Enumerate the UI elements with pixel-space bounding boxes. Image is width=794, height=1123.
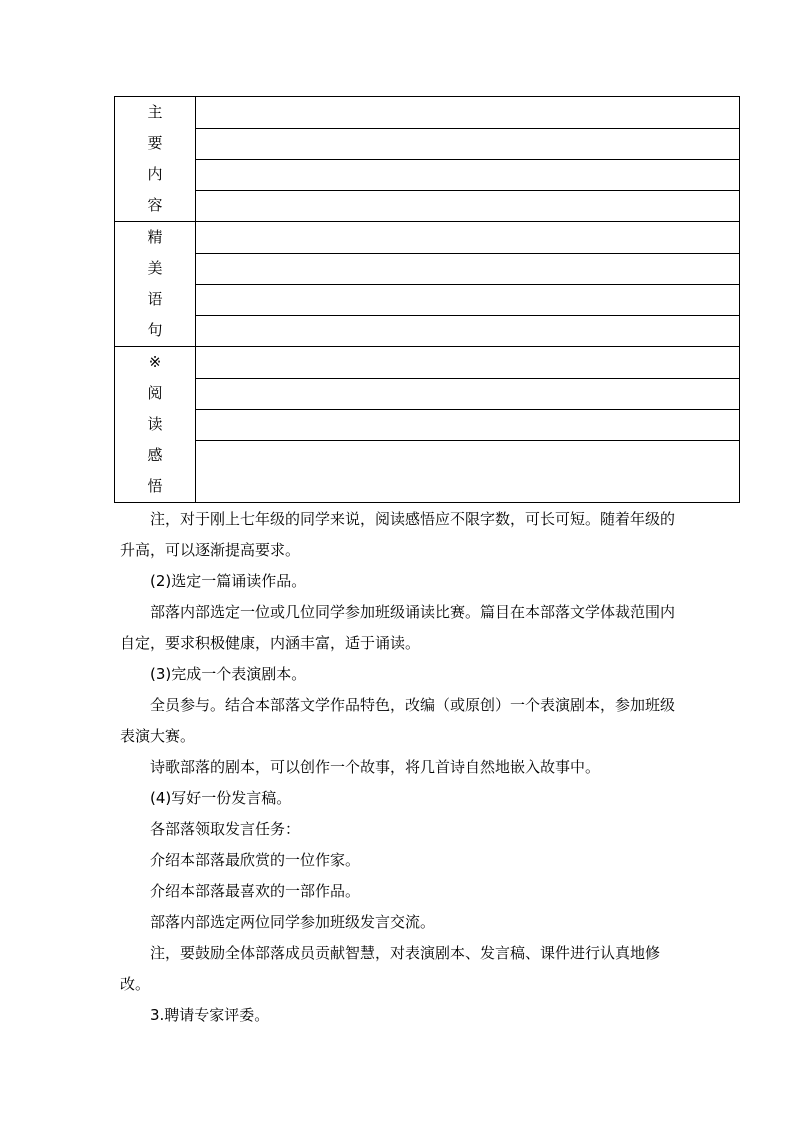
worksheet-section [115, 97, 739, 221]
paragraph: 部落内部选定一位或几位同学参加班级诵读比赛。篇目在本部落文学体裁范围内自定，要求积极健康，内涵丰富，适于诵读。 [120, 603, 676, 652]
writing-line[interactable] [196, 284, 739, 315]
writing-line[interactable] [196, 97, 739, 128]
writing-line[interactable] [196, 378, 739, 409]
section-label-char: 感 [147, 446, 163, 464]
writing-line[interactable] [196, 222, 739, 253]
paragraph: 全员参与。结合本部落文学作品特色，改编（或原创）一个表演剧本，参加班级表演大赛。 [120, 696, 676, 745]
paragraph: 介绍本部落最欣赏的一位作家。 [150, 851, 361, 869]
section-label [115, 347, 196, 502]
section-label [115, 222, 196, 346]
section-label-char: ※ [148, 353, 162, 371]
section-label-char: 要 [147, 134, 163, 152]
worksheet-section [115, 346, 739, 502]
paragraph: 注，要鼓励全体部落成员贡献智慧，对表演剧本、发言稿、课件进行认真地修改。 [120, 944, 661, 993]
section-label-char: 句 [147, 321, 163, 339]
writing-lines [196, 97, 739, 221]
paragraph: 各部落领取发言任务： [150, 820, 301, 838]
writing-line[interactable] [196, 347, 739, 378]
writing-line[interactable] [196, 190, 739, 221]
paragraph: 介绍本部落最喜欢的一部作品。 [150, 882, 361, 900]
reading-worksheet-table [114, 96, 740, 503]
body-text [120, 504, 680, 1031]
section-label-char: 精 [147, 228, 163, 246]
writing-line[interactable] [196, 159, 739, 190]
writing-lines [196, 222, 739, 346]
section-label-char: 内 [147, 165, 163, 183]
paragraph: 诗歌部落的剧本，可以创作一个故事，将几首诗自然地嵌入故事中。 [150, 758, 601, 776]
writing-line[interactable] [196, 409, 739, 440]
writing-line[interactable] [196, 440, 739, 499]
section-label-char: 主 [147, 103, 163, 121]
section-label-char: 悟 [147, 477, 163, 495]
paragraph: (4)写好一份发言稿。 [150, 789, 292, 807]
paragraph: (3)完成一个表演剧本。 [150, 665, 307, 683]
paragraph: 3.聘请专家评委。 [150, 1006, 270, 1024]
paragraph: 注，对于刚上七年级的同学来说，阅读感悟应不限字数，可长可短。随着年级的升高，可以逐渐提高要求。 [120, 510, 676, 559]
paragraph: 部落内部选定两位同学参加班级发言交流。 [150, 913, 436, 931]
section-label [115, 97, 196, 221]
section-label-char: 语 [147, 290, 163, 308]
section-label-char: 容 [147, 196, 163, 214]
paragraph: (2)选定一篇诵读作品。 [150, 572, 307, 590]
writing-line[interactable] [196, 315, 739, 346]
section-label-char: 美 [147, 259, 163, 277]
worksheet-section [115, 221, 739, 346]
writing-lines [196, 347, 739, 502]
writing-line[interactable] [196, 128, 739, 159]
writing-line[interactable] [196, 253, 739, 284]
section-label-char: 阅 [147, 384, 163, 402]
section-label-char: 读 [147, 415, 163, 433]
